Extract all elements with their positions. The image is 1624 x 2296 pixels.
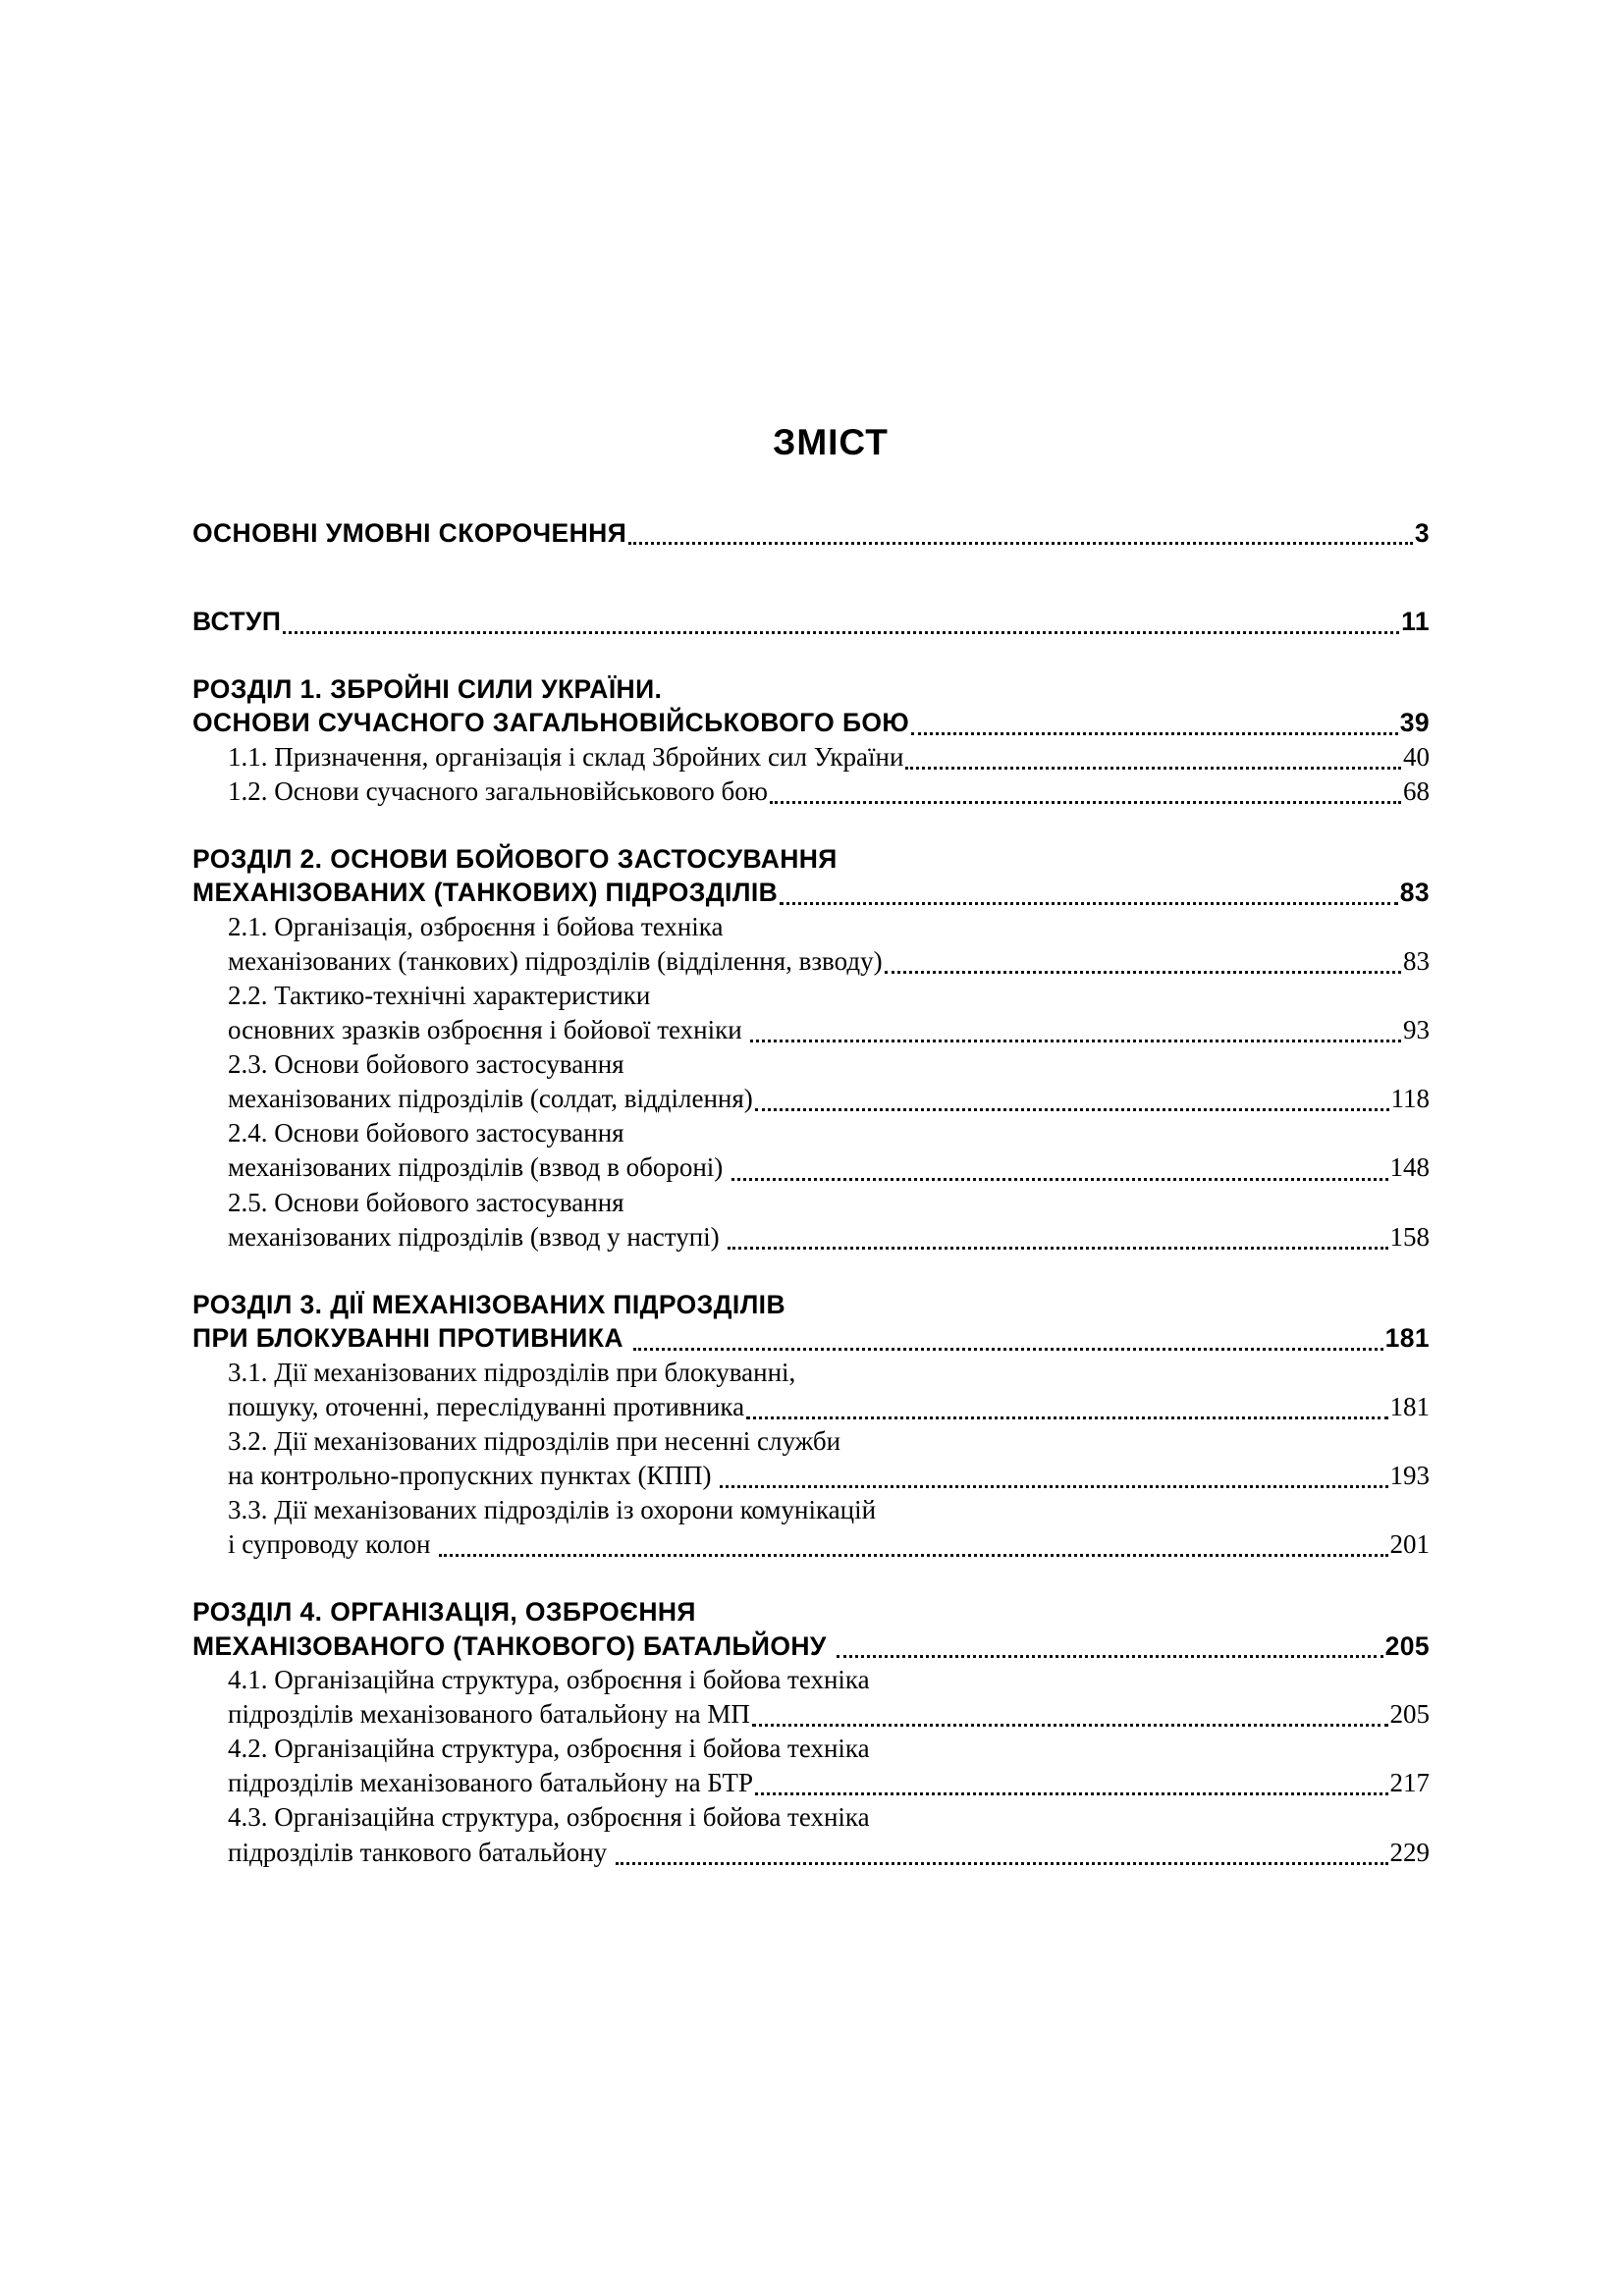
toc-page-number: 181 [1389, 1391, 1430, 1421]
toc-entry-label: 4.1. Організаційна структура, озброєння і бойова техніка [228, 1665, 870, 1695]
toc-subsection-entry[interactable] [192, 1116, 1430, 1185]
toc-entry-label: підрозділів механізованого батальйону на МП [228, 1699, 750, 1730]
dot-leader [616, 1861, 1388, 1865]
toc-subsection-entry[interactable] [192, 910, 1430, 979]
toc-section-entry[interactable] [192, 842, 1430, 910]
dot-leader [664, 700, 1428, 701]
toc-line [228, 740, 1430, 774]
toc-line [228, 774, 1430, 809]
dot-leader [633, 1347, 1383, 1351]
toc-line [228, 1663, 1430, 1697]
toc-entry-label: 2.4. Основи бойового застосування [228, 1118, 624, 1148]
toc-line [228, 979, 1430, 1013]
toc-line [228, 1424, 1430, 1459]
toc-line [228, 1013, 1430, 1047]
toc-entry-label: ОСНОВИ СУЧАСНОГО ЗАГАЛЬНОВІЙСЬКОВОГО БОЮ [192, 708, 910, 738]
dot-leader [698, 1624, 1428, 1625]
toc-subsection-entry[interactable] [192, 1186, 1430, 1255]
toc-subsection-entry[interactable] [192, 1663, 1430, 1732]
toc-entry-label: 3.1. Дії механізованих підрозділів при блокуванні, [228, 1357, 796, 1387]
toc-line [228, 1356, 1430, 1390]
toc-page-number: 181 [1384, 1323, 1430, 1354]
toc-entry-label: 3.3. Дії механізованих підрозділів із охорони комунікацій [228, 1495, 877, 1524]
toc-subsection-entry[interactable] [192, 1493, 1430, 1562]
toc-line [228, 1697, 1430, 1732]
dot-leader [628, 541, 1413, 545]
toc-line [192, 1288, 1430, 1321]
toc-section-entry[interactable] [192, 1595, 1430, 1663]
toc-line [192, 706, 1430, 739]
toc-entry-label: механізованих підрозділів (солдат, відділення) [228, 1084, 753, 1114]
dot-leader [837, 1654, 1383, 1658]
toc-entry-label: МЕХАНІЗОВАНИХ (ТАНКОВИХ) ПІДРОЗДІЛІВ [192, 878, 779, 908]
toc-section-entry[interactable] [192, 672, 1430, 740]
toc-line [192, 1321, 1430, 1355]
toc-entry-label: механізованих підрозділів (взвод в обороні) [228, 1152, 731, 1183]
dot-leader [755, 1791, 1387, 1795]
dot-leader [439, 1553, 1387, 1557]
toc-entry-label: на контрольно-пропускних пунктах (КПП) [228, 1460, 719, 1490]
toc-line [228, 1800, 1430, 1835]
toc-subsection-entry[interactable] [192, 774, 1430, 809]
toc-page-number: 39 [1399, 708, 1430, 738]
section-spacer [192, 809, 1430, 842]
toc-entry-label: 4.3. Організаційна структура, озброєння і бойова техніка [228, 1802, 870, 1833]
toc-subsection-entry[interactable] [192, 1424, 1430, 1493]
toc-page-number: 148 [1389, 1152, 1430, 1183]
toc-entry-label: 2.3. Основи бойового застосування [228, 1049, 624, 1080]
toc-line [228, 1116, 1430, 1150]
toc-line [192, 876, 1430, 909]
dot-leader [626, 1145, 1428, 1146]
dot-leader [839, 870, 1428, 871]
dot-leader [770, 800, 1401, 804]
toc-entry-label: 1.1. Призначення, організація і склад Збройних сил України [228, 741, 904, 772]
toc-line [228, 1527, 1430, 1562]
toc-page-number: 11 [1401, 607, 1430, 637]
toc-subsection-entry[interactable] [192, 1356, 1430, 1424]
toc-line [228, 1766, 1430, 1800]
toc-entry-label: 4.2. Організаційна структура, озброєння і бойова техніка [228, 1734, 870, 1764]
toc-line [228, 1732, 1430, 1766]
toc-entry-label: МЕХАНІЗОВАНОГО (ТАНКОВОГО) БАТАЛЬЙОНУ [192, 1630, 835, 1661]
section-spacer [192, 639, 1430, 672]
dot-leader [872, 1830, 1428, 1831]
toc-entry-label: ОСНОВНІ УМОВНІ СКОРОЧЕННЯ [192, 518, 627, 548]
dot-leader [872, 1760, 1428, 1761]
toc-line [228, 1493, 1430, 1527]
toc-line [228, 1459, 1430, 1493]
toc-page-number: 83 [1399, 878, 1430, 908]
toc-entry-label: механізованих (танкових) підрозділів (відділення, взводу) [228, 945, 883, 976]
toc-page-number: 217 [1389, 1768, 1430, 1798]
dot-leader [725, 938, 1428, 939]
toc-entry-label: ВСТУП [192, 607, 282, 637]
toc-page-number: 205 [1389, 1699, 1430, 1730]
page-title: ЗМІСТ [773, 422, 889, 462]
dot-leader [731, 1177, 1387, 1181]
toc-subsection-entry[interactable] [192, 740, 1430, 774]
toc-page-number: 229 [1389, 1837, 1430, 1867]
toc-section-entry[interactable] [192, 1288, 1430, 1356]
dot-leader [911, 731, 1398, 735]
toc-entry-label: РОЗДІЛ 1. ЗБРОЙНІ СИЛИ УКРАЇНИ. [192, 673, 663, 704]
toc-line [192, 672, 1430, 706]
toc-page-number: 3 [1414, 518, 1430, 548]
dot-leader [652, 1007, 1428, 1008]
toc-section-entry[interactable] [192, 516, 1430, 550]
toc-subsection-entry[interactable] [192, 1732, 1430, 1800]
toc-line [228, 1150, 1430, 1185]
toc-entry-label: основних зразків озброєння і бойової техніки [228, 1015, 749, 1045]
dot-leader [755, 1107, 1389, 1111]
toc-page-number: 40 [1403, 741, 1430, 772]
toc-line [192, 1629, 1430, 1663]
dot-leader [885, 970, 1401, 974]
toc-section-entry[interactable] [192, 605, 1430, 638]
dot-leader [752, 1723, 1388, 1727]
dot-leader [720, 1484, 1387, 1488]
dot-leader [780, 901, 1398, 905]
section-spacer [192, 1255, 1430, 1288]
dot-leader [787, 1315, 1428, 1316]
toc-page-number: 83 [1403, 945, 1430, 976]
toc-entry-label: РОЗДІЛ 2. ОСНОВИ БОЙОВОГО ЗАСТОСУВАННЯ [192, 843, 838, 874]
toc-line [228, 1220, 1430, 1255]
toc-entry-label: 2.1. Організація, озброєння і бойова техніка [228, 911, 724, 941]
toc-entry-label: і супроводу колон [228, 1529, 438, 1560]
toc-entry-list [192, 516, 1430, 1870]
toc-line [228, 1082, 1430, 1116]
toc-page-number: 201 [1389, 1529, 1430, 1560]
toc-page-number: 193 [1389, 1460, 1430, 1490]
dot-leader [797, 1384, 1428, 1385]
section-spacer [192, 1562, 1430, 1595]
dot-leader [283, 630, 1399, 634]
dot-leader [872, 1691, 1428, 1692]
toc-line [192, 516, 1430, 550]
toc-entry-label: підрозділів танкового батальйону [228, 1837, 614, 1867]
toc-entry-label: 3.2. Дії механізованих підрозділів при несенні служби [228, 1425, 841, 1456]
toc-entry-label: 2.5. Основи бойового застосування [228, 1187, 624, 1217]
toc-line [192, 1595, 1430, 1629]
toc-line [228, 1836, 1430, 1870]
dot-leader [905, 766, 1401, 770]
toc-line [192, 842, 1430, 876]
toc-line [192, 605, 1430, 638]
toc-entry-label: механізованих підрозділів (взвод у наступі) [228, 1221, 727, 1252]
toc-entry-label: ПРИ БЛОКУВАННІ ПРОТИВНИКА [192, 1323, 631, 1354]
dot-leader [728, 1246, 1387, 1250]
dot-leader [750, 1039, 1401, 1042]
toc-line [228, 1186, 1430, 1220]
dot-leader [626, 1214, 1428, 1215]
toc-line [228, 910, 1430, 944]
dot-leader [626, 1076, 1428, 1077]
toc-page-number: 68 [1403, 775, 1430, 806]
toc-subsection-entry[interactable] [192, 1047, 1430, 1116]
toc-page-number: 93 [1403, 1015, 1430, 1045]
toc-page-number: 205 [1384, 1630, 1430, 1661]
toc-entry-label: РОЗДІЛ 3. ДІЇ МЕХАНІЗОВАНИХ ПІДРОЗДІЛІВ [192, 1289, 785, 1319]
toc-entry-label: пошуку, оточенні, переслідуванні противника [228, 1391, 745, 1421]
dot-leader [842, 1453, 1428, 1454]
toc-page-number: 118 [1390, 1084, 1430, 1114]
toc-subsection-entry[interactable] [192, 1800, 1430, 1869]
toc-entry-label: РОЗДІЛ 4. ОРГАНІЗАЦІЯ, ОЗБРОЄННЯ [192, 1597, 696, 1628]
toc-entry-label: 2.2. Тактико-технічні характеристики [228, 981, 651, 1010]
toc-line [228, 1047, 1430, 1082]
dot-leader [746, 1415, 1387, 1419]
toc-entry-label: 1.2. Основи сучасного загальновійськового бою [228, 775, 768, 806]
toc-line [228, 1390, 1430, 1424]
table-of-contents [192, 422, 1430, 1870]
toc-subsection-entry[interactable] [192, 979, 1430, 1047]
toc-line [228, 944, 1430, 979]
section-spacer [192, 571, 1430, 605]
toc-page-number: 158 [1389, 1221, 1430, 1252]
toc-entry-label: підрозділів механізованого батальйону на БТР [228, 1768, 754, 1798]
